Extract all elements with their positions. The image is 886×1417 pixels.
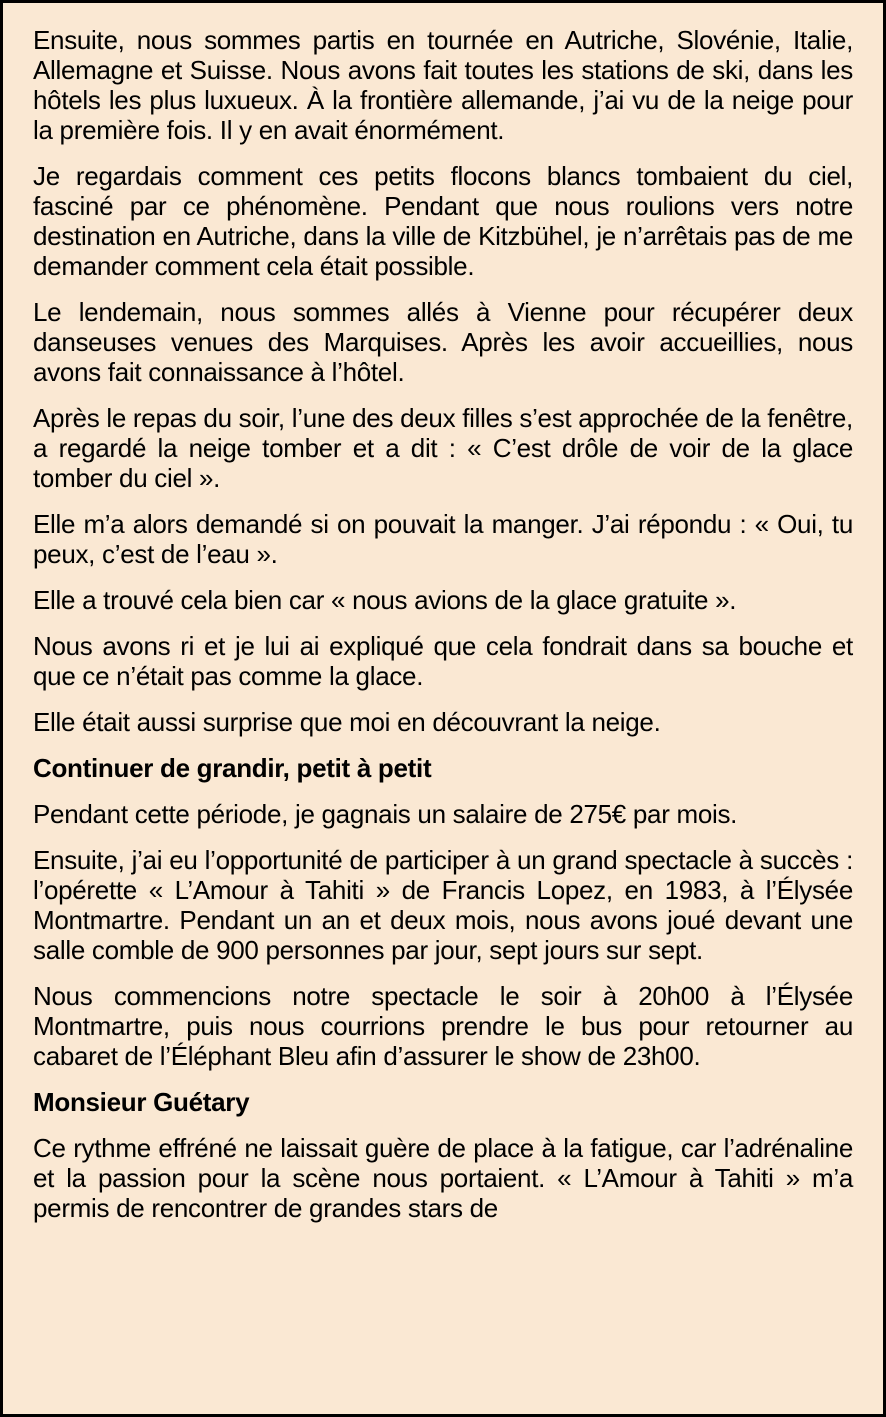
paragraph-fondrait-bouche: Nous avons ri et je lui ai expliqué que cela fondrait dans sa bouche et que ce n’était pas comme la glace.	[33, 631, 853, 691]
paragraph-salaire: Pendant cette période, je gagnais un salaire de 275€ par mois.	[33, 799, 738, 829]
paragraph-snowflakes: Je regardais comment ces petits flocons blancs tombaient du ciel, fasciné par ce phénomène. Pendant que nous roulions vers notre destination en Autriche, dans la ville de Kitzbühel, je n’arrêtais pas de me demander comment cela était possible.	[33, 161, 853, 281]
paragraph-fenetre-glace: Après le repas du soir, l’une des deux filles s’est approchée de la fenêtre, a regardé la neige tomber et a dit : « C’est drôle de voir de la glace tomber du ciel ».	[33, 403, 853, 493]
paragraph-vienne-danseuses: Le lendemain, nous sommes allés à Vienne pour récupérer deux danseuses venues des Marquises. Après les avoir accueillies, nous avons fait connaissance à l’hôtel.	[33, 297, 853, 387]
paragraph-glace-gratuite: Elle a trouvé cela bien car « nous avions de la glace gratuite ».	[33, 585, 737, 615]
paragraph-tour-countries: Ensuite, nous sommes partis en tournée en Autriche, Slovénie, Italie, Allemagne et Suisse. Nous avons fait toutes les stations de ski, dans les hôtels les plus luxueux. À la frontière allemande, j’ai vu de la neige pour la première fois. Il y en avait énormément.	[33, 25, 853, 145]
paragraph-elysee-montmartre: Nous commencions notre spectacle le soir à 20h00 à l’Élysée Montmartre, puis nous courrions prendre le bus pour retourner au cabaret de l’Éléphant Bleu afin d’assurer le show de 23h00.	[33, 981, 853, 1071]
section-heading-continuer-grandir: Continuer de grandir, petit à petit	[33, 753, 432, 783]
paragraph-rythme-effrene: Ce rythme effréné ne laissait guère de place à la fatigue, car l’adrénaline et la passion pour la scène nous portaient. « L’Amour à Tahiti » m’a permis de rencontrer de grandes stars de	[33, 1133, 853, 1223]
section-heading-monsieur-guetary: Monsieur Guétary	[33, 1087, 250, 1117]
paragraph-amour-tahiti: Ensuite, j’ai eu l’opportunité de participer à un grand spectacle à succès : l’opérette « L’Amour à Tahiti » de Francis Lopez, en 1983, à l’Élysée Montmartre. Pendant un an et deux mois, nous avons joué devant une salle comble de 900 personnes par jour, sept jours sur sept.	[33, 845, 853, 965]
paragraph-manger-eau: Elle m’a alors demandé si on pouvait la manger. J’ai répondu : « Oui, tu peux, c’est de l’eau ».	[33, 509, 853, 569]
paragraph-surprise-neige: Elle était aussi surprise que moi en découvrant la neige.	[33, 707, 661, 737]
